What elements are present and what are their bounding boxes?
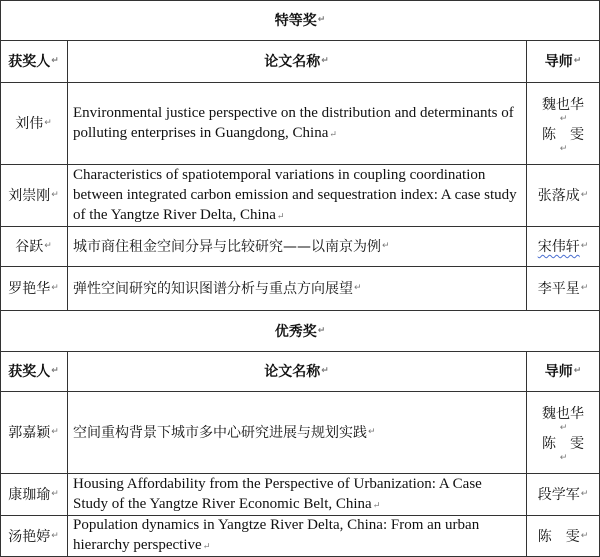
paper-title: Housing Affordability from the Perspective of Urbanization: A Case Study of the Yangtze River Economic Belt, China↵ [73,475,482,512]
header-winner: 获奖人 ↵ [8,364,59,380]
winner-name: 刘伟 ↵ [15,116,52,132]
section-title-special-award: 特等奖 ↵ [274,13,326,29]
winner-name: 罗艳华 ↵ [8,281,59,297]
winner-name: 刘崇刚 ↵ [8,188,59,204]
winner-name: 郭嘉颖 ↵ [8,425,59,441]
paper-title: Environmental justice perspective on the distribution and determinants of polluting enterprises in Guangdong, China↵ [73,104,514,141]
advisor-name: 陈 雯 ↵ [542,436,584,463]
header-advisor: 导师 ↵ [544,364,582,380]
advisor-name: 段学军 ↵ [537,487,589,503]
winner-name: 汤艳婷 ↵ [8,528,59,545]
advisor-name: 张落成 ↵ [537,188,589,204]
paper-title: Population dynamics in Yangtze River Delta, China: From an urban hierarchy perspective↵ [73,517,480,553]
header-paper: 论文名称 ↵ [264,364,329,380]
header-winner: 获奖人 ↵ [8,54,59,70]
header-paper: 论文名称 ↵ [264,54,329,70]
advisor-name: 魏也华 ↵ [542,97,584,124]
header-advisor: 导师 ↵ [544,54,582,70]
winner-name: 康珈瑜 ↵ [8,487,59,503]
advisor-name: 陈 雯 ↵ [542,127,584,154]
paper-title: Characteristics of spatiotemporal variations in coupling coordination between integrated carbon emission and sequestration index: A case study of the Yangtze River Delta, China↵ [73,166,517,223]
advisor-cell [526,391,600,473]
advisor-name: 陈 雯 ↵ [537,528,589,545]
paper-title: 空间重构背景下城市多中心研究进展与规划实践 ↵ [73,425,376,441]
advisor-name: 宋伟轩 ↵ [537,239,589,255]
advisor-name: 魏也华 ↵ [542,406,584,433]
advisor-name: 李平星 ↵ [537,281,589,297]
paper-title: 城市商住租金空间分异与比较研究——以南京为例 ↵ [73,239,390,255]
section-title-excellence-award: 优秀奖 ↵ [274,323,326,340]
advisor-cell [526,82,600,164]
paper-title: 弹性空间研究的知识图谱分析与重点方向展望 ↵ [73,281,362,297]
winner-name: 谷跃 ↵ [15,239,52,255]
